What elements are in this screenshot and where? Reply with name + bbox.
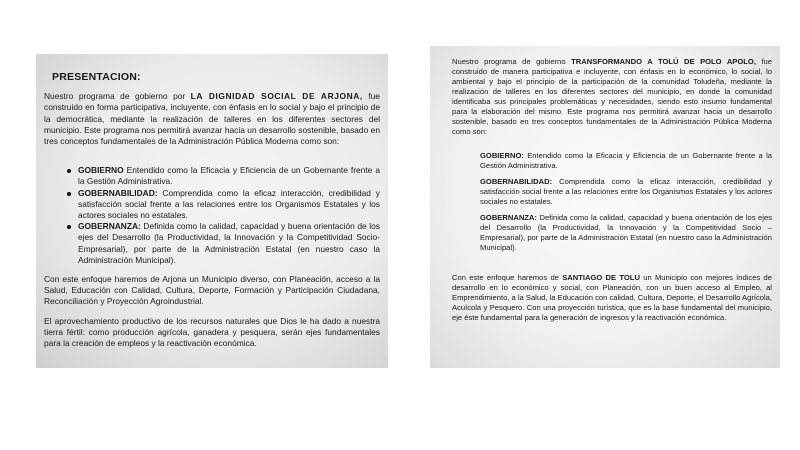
right-concept-gobernabilidad [480, 177, 772, 207]
left-concept-gobierno [70, 165, 380, 187]
left-page-heading: PRESENTACION: [52, 71, 141, 83]
right-concept-term: GOBERNANZA: [480, 213, 537, 222]
right-para-post: un Municipio con mejores índices de desarrollo en lo económico y social, con Planeación, con un buen acceso al Empleo, al Emprendimiento, a la Salud, la Educación con calidad, Cultura, Deporte, el Desarrollo Agrícola, Acuícola y Pesquero. Con una proyección turística, que es la base fundamental del municipio, eje éste fundamental para la generación de ingresos y la reactivación económica. [452, 273, 772, 322]
right-intro-post: fue construido de manera participativa e incluyente, con énfasis en lo económico, lo social, lo ambiental y bajo el principio de la participación de la comunidad Toludeña, mediante la realización de talleres en los diferentes sectores del municipio, en donde la comunidad identificaba sus principales problemáticas y necesidades, siendo esto insumo fundamental para la elaboración del mismo. Este programa nos permitirá avanzar hacia un desarrollo sostenible, basado en tres conceptos fundamentales de la Administración Pública Moderna como son: [452, 57, 773, 136]
right-concept-gobernanza [480, 213, 772, 253]
right-concept-text: Definida como la calidad, capacidad y buena orientación de los ejes del Desarrollo (la Productividad, la Innovación y la Competitividad Socio – Empresarial), por parte de la Administración Estatal (en nuestro caso la Administración Municipal). [480, 213, 772, 252]
left-concept-gobernabilidad [70, 188, 380, 222]
left-focus-paragraph: Con este enfoque haremos de Arjona un Municipio diverso, con Planeación, acceso a la Salud, Educación con Calidad, Cultura, Deporte, Formación y Participación Ciudadana, Reconciliación y Proyección Agroindustrial. [44, 274, 380, 307]
left-intro-post: fue construido en forma participativa, incluyente, con énfasis en lo social y bajo el principio de la democrática, mediante la realización de talleres en los diferentes sectores del municipio. Este programa nos permitirá avanzar hacia un desarrollo sostenible, basado en tres conceptos fundamentales de la Administración Pública Moderna como son: [44, 91, 380, 147]
left-concept-term: GOBIERNO [78, 165, 124, 176]
right-municipality-name: SANTIAGO DE TOLU [562, 273, 640, 282]
left-concept-term: GOBERNANZA: [78, 221, 141, 232]
right-program-name: TRANSFORMANDO A TOLÚ DE POLO APOLO, [571, 57, 756, 66]
right-para-pre: Con este enfoque haremos de [452, 273, 563, 282]
right-document-page [430, 46, 780, 368]
right-focus-paragraph [452, 273, 772, 323]
left-program-name: LA DIGNIDAD SOCIAL DE ARJONA, [190, 91, 363, 102]
right-concept-term: GOBIERNO: [480, 151, 524, 160]
right-concept-term: GOBERNABILIDAD: [480, 177, 553, 186]
right-concept-text: Comprendida como la eficaz interacción, credibilidad y satisfacción social frente a las relaciones entre los Organismos Estatales y los actores sociales no estatales. [480, 177, 772, 206]
left-intro-pre: Nuestro programa de gobierno por [44, 91, 191, 102]
left-intro-paragraph [44, 91, 380, 147]
left-concept-text: Comprendida como la eficaz interacción, credibilidad y satisfacción social frente a las relaciones entre los Organismos Estatales y los actores sociales no estatales. [78, 187, 380, 221]
right-intro-pre: Nuestro programa de gobierno [452, 57, 572, 66]
left-document-page [36, 54, 388, 368]
right-concept-list [480, 151, 772, 253]
right-concept-gobierno [480, 151, 772, 171]
left-concept-term: GOBERNABILIDAD: [78, 187, 158, 198]
right-concept-text: Entendido como la Eficacia y Eficiencia de un Gobernante frente a la Gestión Administrativa. [480, 151, 772, 170]
left-concept-text: Entendido como la Eficacia y Eficiencia de un Gobernante frente a la Gestión Administrativa. [78, 165, 380, 187]
left-concept-list [70, 165, 380, 266]
left-resources-paragraph: El aprovechamiento productivo de los recursos naturales que Dios le ha dado a nuestra tierra fértil: como producción agrícola, ganadera y pesquera, serán ejes fundamentales para la creación de empleos y la reactivación económica. [44, 315, 380, 349]
right-intro-paragraph [452, 57, 772, 137]
left-concept-gobernanza [70, 221, 380, 266]
left-concept-text: Definida como la calidad, capacidad y buena orientación de los ejes del Desarrollo (la Productividad, la Innovación y la Competitividad Socio-Empresarial), por parte de la Administración Estatal (en nuestro caso la Administración Municipal). [78, 221, 380, 265]
